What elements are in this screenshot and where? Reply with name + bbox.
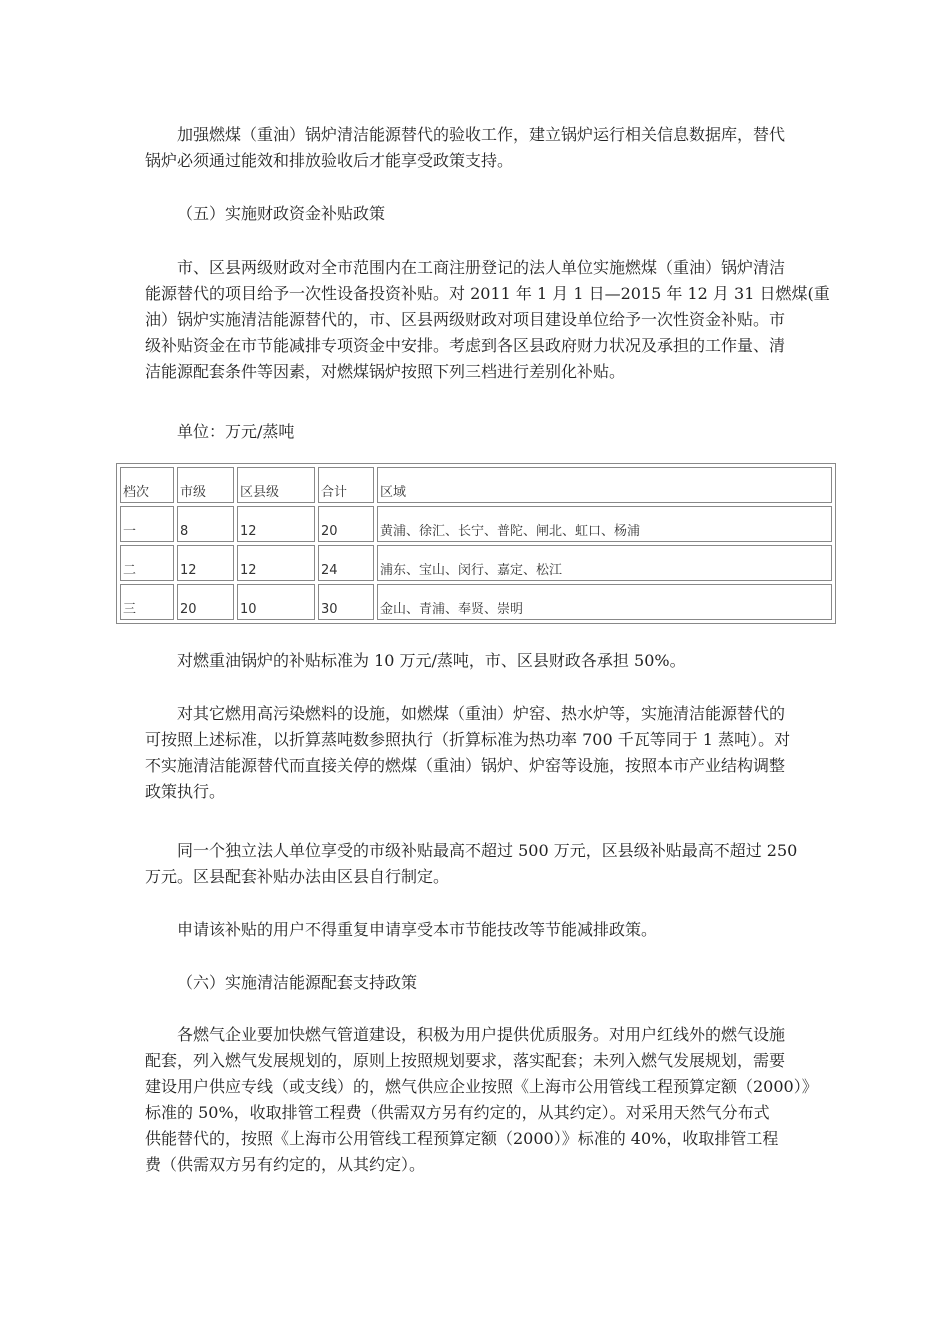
table-row <box>120 545 832 581</box>
paragraph-acceptance <box>145 122 807 174</box>
text-line: 不实施清洁能源替代而直接关停的燃煤（重油）锅炉、炉窑等设施，按照本市产业结构调整 <box>145 756 786 775</box>
header-cell: 区域 <box>377 467 832 503</box>
table-cell: 20 <box>177 584 234 620</box>
paragraph-other-facilities <box>145 701 807 805</box>
text-line: 政策执行。 <box>145 782 226 801</box>
paragraph-subsidy <box>145 255 830 385</box>
text-line: 市、区县两级财政对全市范围内在工商注册登记的法人单位实施燃煤（重油）锅炉清洁 <box>177 258 786 277</box>
section-heading-5 <box>145 201 807 227</box>
text-line: 洁能源配套条件等因素，对燃煤锅炉按照下列三档进行差别化补贴。 <box>145 362 626 381</box>
table-cell: 12 <box>237 545 315 581</box>
text-line: 对其它燃用高污染燃料的设施，如燃煤（重油）炉窑、热水炉等，实施清洁能源替代的 <box>177 704 786 723</box>
text-line: 可按照上述标准，以折算蒸吨数参照执行（折算标准为热功率 700 千瓦等同于 1 蒸吨）。对 <box>145 730 791 749</box>
text-line: 能源替代的项目给予一次性设备投资补贴。对 2011 年 1 月 1 日—2015 年 12 月 31 日燃煤(重 <box>145 284 830 303</box>
table-row <box>120 506 832 542</box>
paragraph-heavy-oil <box>145 648 807 674</box>
text-line: 申请该补贴的用户不得重复申请享受本市节能技改等节能减排政策。 <box>177 920 658 939</box>
header-cell: 档次 <box>120 467 174 503</box>
unit-label <box>145 419 807 445</box>
text-line: 对燃重油锅炉的补贴标准为 10 万元/蒸吨，市、区县财政各承担 50%。 <box>177 651 686 670</box>
text-line: 费（供需双方另有约定的，从其约定）。 <box>145 1155 426 1174</box>
table-cell: 浦东、宝山、闵行、嘉定、松江 <box>377 545 832 581</box>
table-cell: 8 <box>177 506 234 542</box>
table-cell: 24 <box>318 545 374 581</box>
text-line: 标准的 50%，收取排管工程费（供需双方另有约定的，从其约定）。对采用天然气分布式 <box>145 1103 770 1122</box>
text-line: 加强燃煤（重油）锅炉清洁能源替代的验收工作，建立锅炉运行相关信息数据库，替代 <box>177 125 786 144</box>
heading-text: （五）实施财政资金补贴政策 <box>177 204 386 223</box>
text-line: 锅炉必须通过能效和排放验收后才能享受政策支持。 <box>145 151 514 170</box>
text-line: 万元。区县配套补贴办法由区县自行制定。 <box>145 867 450 886</box>
table-cell: 二 <box>120 545 174 581</box>
header-cell: 市级 <box>177 467 234 503</box>
table-cell: 10 <box>237 584 315 620</box>
paragraph-no-duplicate <box>145 917 807 943</box>
subsidy-table <box>116 463 836 624</box>
section-heading-6 <box>145 970 807 996</box>
table-cell: 30 <box>318 584 374 620</box>
text-line: 油）锅炉实施清洁能源替代的，市、区县两级财政对项目建设单位给予一次性资金补贴。市 <box>145 310 786 329</box>
text-line: 配套，列入燃气发展规划的，原则上按照规划要求，落实配套；未列入燃气发展规划，需要 <box>145 1051 786 1070</box>
heading-text: （六）实施清洁能源配套支持政策 <box>177 973 418 992</box>
table-header-row <box>120 467 832 503</box>
table-row <box>120 584 832 620</box>
table-cell: 金山、青浦、奉贤、崇明 <box>377 584 832 620</box>
text-line: 级补贴资金在市节能减排专项资金中安排。考虑到各区县政府财力状况及承担的工作量、清 <box>145 336 786 355</box>
table-cell: 12 <box>237 506 315 542</box>
paragraph-cap <box>145 838 807 890</box>
unit-text: 单位：万元/蒸吨 <box>177 422 295 441</box>
text-line: 同一个独立法人单位享受的市级补贴最高不超过 500 万元，区县级补贴最高不超过 250 <box>177 841 798 860</box>
text-line: 建设用户供应专线（或支线）的，燃气供应企业按照《上海市公用管线工程预算定额（2000）》 <box>145 1077 818 1096</box>
header-cell: 区县级 <box>237 467 315 503</box>
table-cell: 20 <box>318 506 374 542</box>
table-cell: 一 <box>120 506 174 542</box>
header-cell: 合计 <box>318 467 374 503</box>
table-cell: 黄浦、徐汇、长宁、普陀、闸北、虹口、杨浦 <box>377 506 832 542</box>
paragraph-gas-supply <box>145 1022 818 1178</box>
text-line: 供能替代的，按照《上海市公用管线工程预算定额（2000）》标准的 40%，收取排管工程 <box>145 1129 779 1148</box>
text-line: 各燃气企业要加快燃气管道建设，积极为用户提供优质服务。对用户红线外的燃气设施 <box>177 1025 786 1044</box>
table-cell: 12 <box>177 545 234 581</box>
table-cell: 三 <box>120 584 174 620</box>
